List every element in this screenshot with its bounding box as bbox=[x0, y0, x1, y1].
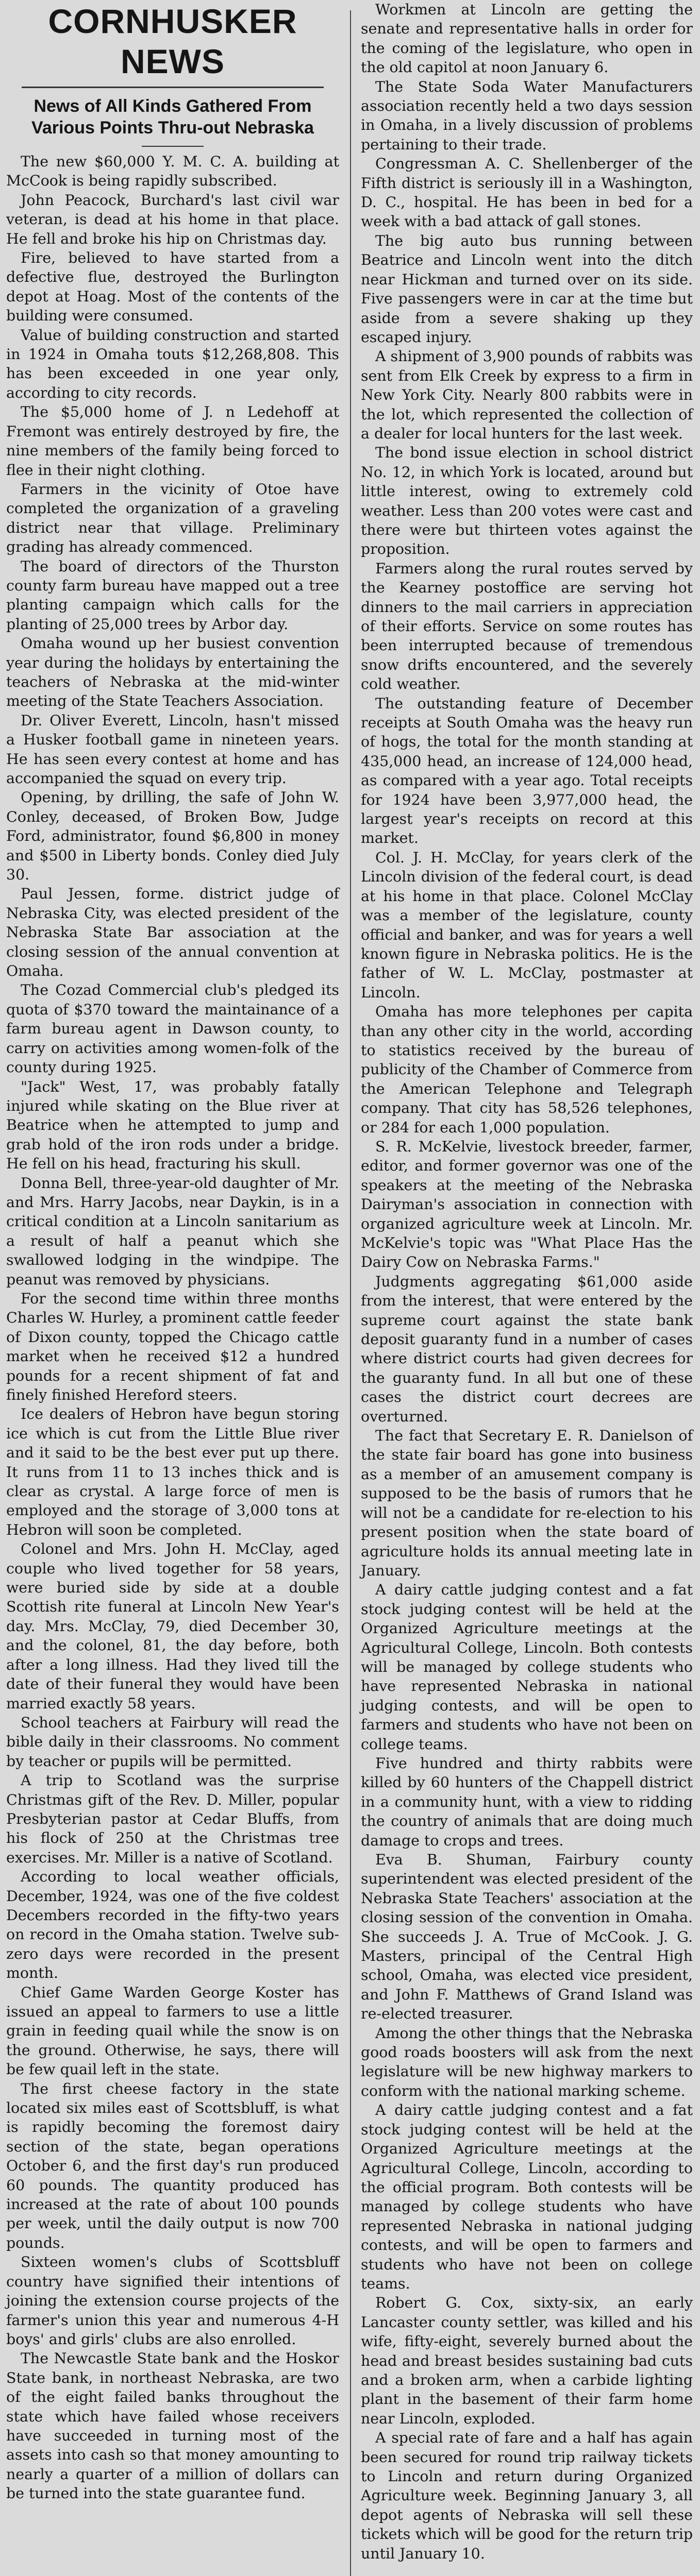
column-rule bbox=[350, 10, 351, 2576]
news-item: A dairy cattle judging contest and a fat stock judging contest will be held at the Organized Agriculture meetings at the Agricultural College, Lincoln, according to the official program. Both contests will be managed by college students who have represented Nebraska in national judging contests, and will be open to farmers and students who have not been on college teams. bbox=[361, 2102, 693, 2292]
news-item: The $5,000 home of J. n Ledehoff at Fremont was entirely destroyed by fire, the nine members of the family being forced to flee in their night clothing. bbox=[6, 403, 339, 479]
news-item: For the second time within three months Charles W. Hurley, a prominent cattle feeder of Dixon county, topped the Chicago cattle market when he received $12 a hundred pounds for a recent shipment of fat and finely finished Hereford steers. bbox=[6, 1290, 339, 1403]
news-item: Opening, by drilling, the safe of John W. Conley, deceased, of Broken Bow, Judge Ford, administrator, found $6,800 in money and $500 in Liberty bonds. Conley died July 30. bbox=[6, 789, 339, 884]
right-column bbox=[356, 0, 697, 2576]
news-item: Workmen at Lincoln are getting the senate and representative halls in order for the coming of the legislature, who open in the old capitol at noon January 6. bbox=[361, 1, 693, 76]
news-item: "Jack" West, 17, was probably fatally injured while skating on the Blue river at Beatrice when he attempted to jump and grab hold of the iron rods under a bridge. He fell on his head, fracturing his skull. bbox=[6, 1078, 339, 1173]
news-item: Value of building construction and started in 1924 in Omaha touts $12,268,808. This has been exceeded in one year only, according to city records. bbox=[6, 326, 339, 401]
news-item: Fire, believed to have started from a defective flue, destroyed the Burlington depot at Hoag. Most of the contents of the building were consumed. bbox=[6, 249, 339, 325]
news-item: The bond issue election in school district No. 12, in which York is located, around but little interest, owing to extremely cold weather. Less than 200 votes were cast and there were but thirteen votes against the proposition. bbox=[361, 444, 693, 558]
news-item: The fact that Secretary E. R. Danielson of the state fair board has gone into business as a member of an amusement company is supposed to be the basis of rumors that he will not be a candidate for re-election to his present position when the state board of agriculture holds its annual meeting late in January. bbox=[361, 1427, 693, 1579]
news-item: Judgments aggregating $61,000 aside from the interest, that were entered by the supreme court against the state bank deposit guaranty fund in a number of cases where district courts had given decrees for the guaranty fund. In all but one of these cases the district court decrees are overturned. bbox=[361, 1273, 693, 1425]
news-item: Chief Game Warden George Koster has issued an appeal to farmers to use a little grain in feeding quail while the snow is on the ground. Otherwise, he says, there will be few quail left in the state. bbox=[6, 1984, 339, 2078]
news-item: The new $60,000 Y. M. C. A. building at McCook is being rapidly subscribed. bbox=[6, 153, 339, 190]
subheadline: News of All Kinds Gathered From Various Points Thru-out Nebraska bbox=[31, 96, 314, 138]
subhead-rule bbox=[142, 146, 204, 147]
news-item: Eva B. Shuman, Fairbury county superintendent was elected president of the Nebraska State Teachers' association at the closing session of the convention in Omaha. She succeeds J. A. True of McCook. J. G. Masters, principal of the Central High school, Omaha, was elected vice president, and John F. Matthews of Grand Island was re-elected treasurer. bbox=[361, 1851, 693, 2023]
masthead-rule bbox=[22, 87, 324, 88]
news-item: The Newcastle State bank and the Hoskor State bank, in northeast Nebraska, are two of the eight failed banks throughout the state which have failed whose receivers have succeeded in turning most of the assets into cash so that money amounting to nearly a quarter of a million of dollars can be turned into the state guarantee fund. bbox=[6, 2350, 339, 2502]
news-item: A special rate of fare and a half has again been secured for round trip railway tickets to Lincoln and return during Organized Agriculture week. Beginning January 3, all depot agents of Nebraska will sell these tickets which will be good for the return trip until January 10. bbox=[361, 2429, 693, 2562]
news-item: The big auto bus running between Beatrice and Lincoln went into the ditch near Hickman and turned over on its side. Five passengers were in car at the time but aside from a severe shaking up they escaped injury. bbox=[361, 232, 693, 346]
news-item: School teachers at Fairbury will read the bible daily in their classrooms. No comment by teacher or pupils will be permitted. bbox=[6, 1714, 339, 1770]
masthead: CORNHUSKER NEWS bbox=[48, 2, 297, 80]
news-item: A dairy cattle judging contest and a fat stock judging contest will be held at the Organized Agriculture meetings at the Agricultural College, Lincoln. Both contests will be managed by college students who have represented Nebraska in national judging contests, and will be open to farmers and students who have not been on college teams. bbox=[361, 1581, 693, 1753]
news-item: Farmers along the rural routes served by the Kearney postoffice are serving hot dinners to the mail carriers in appreciation of their efforts. Service on some routes has been interrupted because of tremendous snow drifts encountered, and the severely cold weather. bbox=[361, 560, 693, 693]
news-item: Sixteen women's clubs of Scottsbluff country have signified their intentions of joining the extension course projects of the farmer's union this year and numerous 4-H boys' and girls' clubs are also enrolled. bbox=[6, 2253, 339, 2348]
news-item: The Cozad Commercial club's pledged its quota of $370 toward the maintainance of a farm bureau agent in Dawson county, to carry on activities among women-folk of the county during 1925. bbox=[6, 981, 339, 1076]
news-item: Five hundred and thirty rabbits were killed by 60 hunters of the Chappell district in a community hunt, with a view to ridding the country of animals that are doing much damage to crops and trees. bbox=[361, 1754, 693, 1849]
news-item: Ice dealers of Hebron have begun storing ice which is cut from the Little Blue river and it said to be the best ever put up there. It runs from 11 to 13 inches thick and is clear as crystal. A large force of men is employed and the storage of 3,000 tons at Hebron will soon be completed. bbox=[6, 1405, 339, 1538]
news-item: Donna Bell, three-year-old daughter of Mr. and Mrs. Harry Jacobs, near Daykin, is in a critical condition at a Lincoln sanitarium as a result of half a peanut which she swallowed lodging in the windpipe. The peanut was removed by physicians. bbox=[6, 1174, 339, 1288]
news-item: John Peacock, Burchard's last civil war veteran, is dead at his home in that place. He fell and broke his hip on Christmas day. bbox=[6, 191, 339, 247]
news-item: The outstanding feature of December receipts at South Omaha was the heavy run of hogs, the total for the month standing at 435,000 head, an increase of 124,000 head, as compared with a year ago. Total receipts for 1924 have been 3,977,000 head, the largest year's receipts on record at this market. bbox=[361, 694, 693, 847]
left-column bbox=[4, 0, 344, 2576]
news-item: Dr. Oliver Everett, Lincoln, hasn't missed a Husker football game in nineteen years. He has seen every contest at home and has accompanied the squad on every trip. bbox=[6, 711, 339, 787]
news-item: A trip to Scotland was the surprise Christmas gift of the Rev. D. Miller, popular Presbyterian pastor at Cedar Bluffs, from his flock of 250 at the Christmas tree exercises. Mr. Miller is a native of Scotland. bbox=[6, 1772, 339, 1866]
news-item: Robert G. Cox, sixty-six, an early Lancaster county settler, was killed and his wife, fifty-eight, severely burned about the head and breast besides sustaining bad cuts and a broken arm, when a carbide lighting plant in the basement of their farm home near Lincoln, exploded. bbox=[361, 2294, 693, 2427]
news-item: Congressman A. C. Shellenberger of the Fifth district is seriously ill in a Washington, D. C., hospital. He has been in bed for a week with a bad attack of gall stones. bbox=[361, 155, 693, 230]
news-item: Farmers in the vicinity of Otoe have completed the organization of a graveling district near that village. Preliminary grading has already commenced. bbox=[6, 480, 339, 556]
news-item: S. R. McKelvie, livestock breeder, farmer, editor, and former governor was one of the speakers at the meeting of the Nebraska Dairyman's association in connection with organized agriculture week at Lincoln. Mr. McKelvie's topic was "What Place Has the Dairy Cow on Nebraska Farms." bbox=[361, 1138, 693, 1271]
news-item: Among the other things that the Nebraska good roads boosters will ask from the next legislature will be new highway markers to conform with the national marking scheme. bbox=[361, 2024, 693, 2099]
news-item: The first cheese factory in the state located six miles east of Scottsbluff, is what is rapidly becoming the foremost dairy section of the state, began operations October 6, and the first day's run produced 60 pounds. The quantity produced has increased at the rate of about 100 pounds per week, until the daily output is now 700 pounds. bbox=[6, 2080, 339, 2251]
news-item: Omaha has more telephones per capita than any other city in the world, according to statistics received by the bureau of publicity of the Chamber of Commerce from the American Telephone and Telegraph company. That city has 58,526 telephones, or 284 for each 1,000 population. bbox=[361, 1003, 693, 1136]
news-item: Omaha wound up her busiest convention year during the holidays by entertaining the teachers of Nebraska at the mid-winter meeting of the State Teachers Association. bbox=[6, 635, 339, 710]
news-item: According to local weather officials, December, 1924, was one of the five coldest Decembers recorded in the fifty-two years on record in the Omaha station. Twelve sub-zero days were recorded in the present month. bbox=[6, 1868, 339, 1982]
news-item: The State Soda Water Manufacturers association recently held a two days session in Omaha, in a lively discussion of problems pertaining to their trade. bbox=[361, 78, 693, 153]
news-item: A shipment of 3,900 pounds of rabbits was sent from Elk Creek by express to a firm in New York City. Nearly 800 rabbits were in the lot, which represented the collection of a dealer for local hunters for the last week. bbox=[361, 348, 693, 442]
news-item: Paul Jessen, forme. district judge of Nebraska City, was elected president of the Nebraska State Bar association at the closing session of the annual convention at Omaha. bbox=[6, 885, 339, 980]
news-item: Colonel and Mrs. John H. McClay, aged couple who lived together for 58 years, were buried side by side at a double Scottish rite funeral at Lincoln New Year's day. Mrs. McClay, 79, died December 30, and the colonel, 81, the day before, both after a long illness. Had they lived till the date of their funeral they would have been married exactly 58 years. bbox=[6, 1540, 339, 1712]
news-item: Col. J. H. McClay, for years clerk of the Lincoln division of the federal court, is dead at his home in that place. Colonel McClay was a member of the legislature, county official and banker, and was for years a well known figure in Nebraska politics. He is the father of W. L. McClay, postmaster at Lincoln. bbox=[361, 849, 693, 1001]
news-item: The board of directors of the Thurston county farm bureau have mapped out a tree planting campaign which calls for the planting of 25,000 trees by Arbor day. bbox=[6, 557, 339, 633]
